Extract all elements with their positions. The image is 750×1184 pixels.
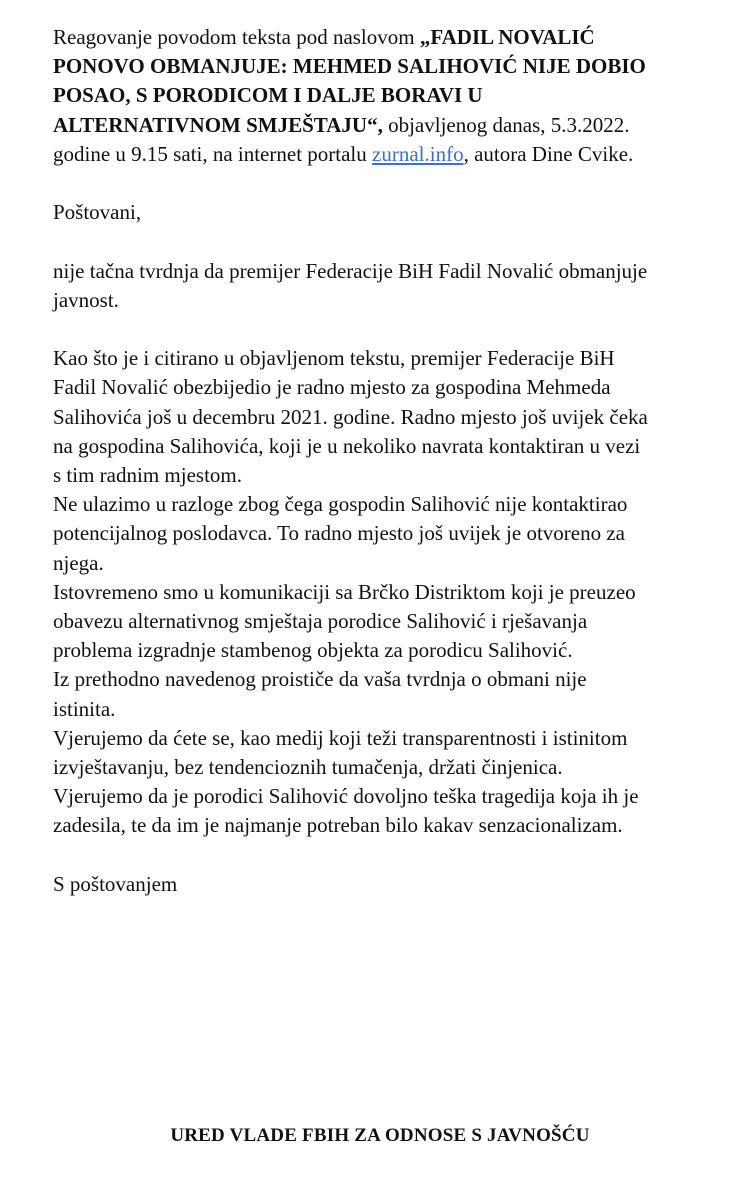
- spacer: [53, 169, 653, 198]
- spacer: [53, 841, 653, 870]
- article-headline: „FADIL NOVALIĆ PONOVO OBMANJUJE: MEHMED SALIHOVIĆ NIJE DOBIO POSAO, S PORODICOM I DALJE BORAVI U ALTERNATIVNOM SMJEŠTAJU“,: [53, 25, 646, 137]
- spacer: [53, 227, 653, 256]
- body-paragraph-brcko: Istovremeno smo u komunikaciji sa Brčko Distriktom koji je preuzeo obavezu alternativnog smještaja porodice Salihović i rješavanja problema izgradnje stambenog objekta za porodicu Salihović.: [53, 579, 636, 663]
- signature: URED VLADE FBIH ZA ODNOSE S JAVNOŠĆU: [170, 1125, 590, 1146]
- intro-paragraph: [53, 23, 653, 169]
- intro-middle: objavljenog danas, 5.3.2022. godine u 9.15 sati, na internet portalu: [53, 112, 630, 166]
- spacer: [53, 315, 653, 344]
- portal-link[interactable]: zurnal.info: [372, 141, 464, 166]
- body-paragraph-job: Kao što je i citirano u objavljenom tekstu, premijer Federacije BiH Fadil Novalić obezbijedio je radno mjesto za gospodina Mehmeda Salihovića još u decembru 2021. godine. Radno mjesto još uvijek čeka na gospodina Salihovića, koji je u nekoliko navrata kontaktiran u vezi s tim radnim mjestom.: [53, 346, 648, 487]
- intro-prefix: Reagovanje povodom teksta pod naslovom: [53, 25, 420, 49]
- intro-suffix: , autora Dine Cvike.: [463, 141, 634, 166]
- body-paragraph-media: Vjerujemo da ćete se, kao medij koji teži transparentnosti i istinitom izvještavanju, bez tendencioznih tumačenja, držati činjenica.: [53, 725, 628, 780]
- paragraph-claim: nije tačna tvrdnja da premijer Federacije BiH Fadil Novalić obmanjuje javnost.: [53, 258, 648, 312]
- body-paragraph-tragedy: Vjerujemo da je porodici Salihović dovoljno teška tragedija koja ih je zadesila, te da im je najmanje potreban bilo kakav senzacionalizam.: [53, 784, 639, 838]
- body-paragraph-reasons: Ne ulazimo u razloge zbog čega gospodin Salihović nije kontaktirao potencijalnog poslodavca. To radno mjesto još uvijek je otvoreno za njega.: [53, 492, 628, 575]
- body-paragraph-conclusion: Iz prethodno navedenog proističe da vaša tvrdnja o obmani nije istinita.: [53, 667, 587, 721]
- press-statement: [53, 23, 653, 899]
- greeting: Poštovani,: [53, 200, 142, 225]
- closing: S poštovanjem: [53, 871, 178, 896]
